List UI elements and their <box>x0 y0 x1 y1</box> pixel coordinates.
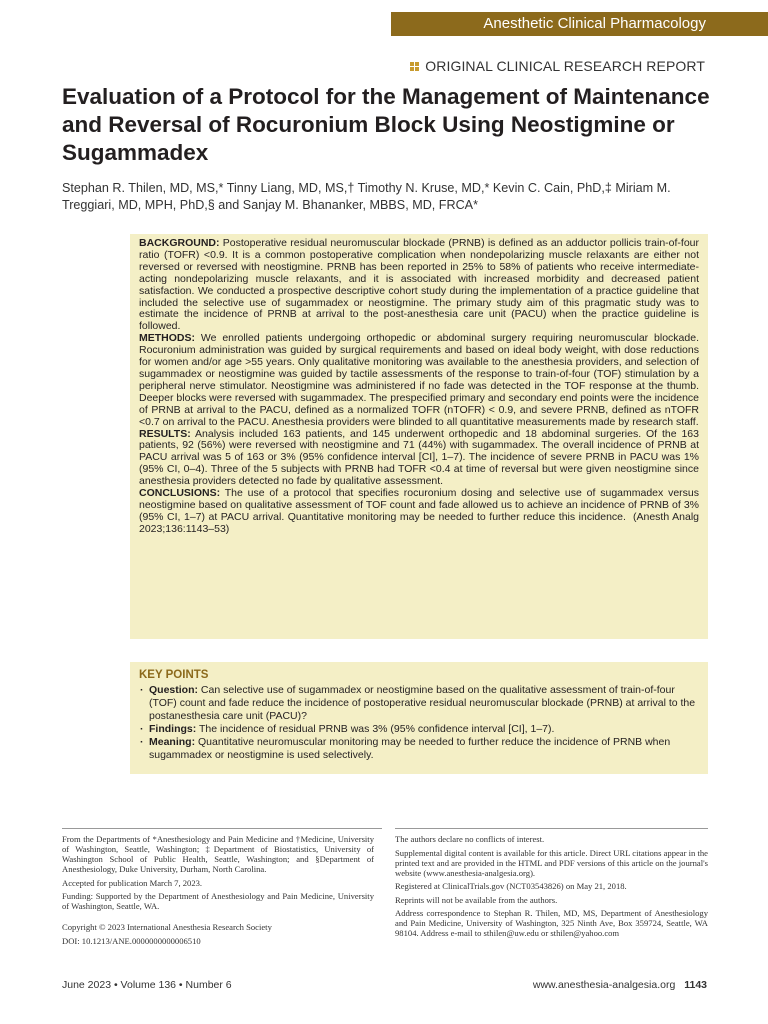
methods-label: METHODS: <box>139 332 195 345</box>
citation-text: (Anesth Analg 2023;136:1143–53) <box>139 510 699 535</box>
abstract-box <box>130 234 708 639</box>
background-label: BACKGROUND: <box>139 237 220 249</box>
conclusions-text: The use of a protocol that specifies rocuronium dosing and selective use of sugammadex versus neostigmine based on qualitative assessment of TOF count and fade allowed us to achieve an incidence of PRNB of 3% (95% CI, 1–7) at PACU arrival. Quantitative monitoring may be needed to further reduce this incidence. <box>139 487 700 523</box>
key-point-meaning <box>139 736 699 762</box>
funding-note: Funding: Supported by the Department of Anesthesiology and Pain Medicine, University of Washington, Seattle, WA. <box>62 891 374 911</box>
supplemental-note: Supplemental digital content is available for this article. Direct URL citations appear in the printed text and are provided in the HTML and PDF versions of this article on the journal's website (www.anesthesia-analgesia.org). <box>395 847 708 878</box>
page-number: 1143 <box>684 979 707 991</box>
registration-note: Registered at ClinicalTrials.gov (NCT03543826) on May 21, 2018. <box>395 881 627 891</box>
abstract-methods <box>139 333 699 428</box>
squares-icon <box>410 62 419 71</box>
report-type-text: ORIGINAL CLINICAL RESEARCH REPORT <box>425 58 705 74</box>
footer-right <box>533 979 707 991</box>
footnotes-left <box>62 834 374 949</box>
key-points-box <box>130 662 708 774</box>
key-point-text: Can selective use of sugammadex or neostigmine based on the qualitative assessment of train-of-four (TOF) count and fade reduce the incidence of postoperative residual neuromuscular blockade (PRNB) at arrival to the postanesthesia care unit (PACU)? <box>149 684 696 722</box>
doi-note: DOI: 10.1213/ANE.0000000000006510 <box>62 935 201 946</box>
affiliations-note: From the Departments of *Anesthesiology and Pain Medicine and †Medicine, University of Washington, Seattle, Washington; ‡Department of Biostatistics, University of Washington School of Public Health, Seattle, Washington; and §Department of Anesthesiology, Duke University, Durham, North Carolina. <box>62 834 374 874</box>
article-title: Evaluation of a Protocol for the Management of Maintenance and Reversal of Rocuronium Block Using Neostigmine or Sugammadex <box>62 84 710 165</box>
conclusions-label: CONCLUSIONS: <box>139 487 221 500</box>
reprints-note: Reprints will not be available from the authors. <box>395 894 558 905</box>
abstract-conclusions <box>139 488 699 536</box>
methods-text: We enrolled patients undergoing orthopedic or abdominal surgery requiring neuromuscular blockade. Rocuronium administration was guided by surgical requirements and based on ideal body weight, with dose reductions for women and/or age >55 years. Only qualitative monitoring was available to the anesthesia providers, and selection of sugammadex or neostigmine was guided by tactile assessments of the response to train-of-four (TOF) stimulation by a peripheral nerve stimulator. Neostigmine was administered if no fade was detected in the TOF response at the thumb. Deeper blocks were reversed with sugammadex. The prespecified primary and secondary end points were the incidence of PRNB at arrival to the PACU, defined as a normalized TOFR (nTOFR) < 0.9, and severe PRNB, defined as nTOFR <0.7 on arrival to the PACU. Anesthesia providers were blinded to all quantitative measurements made by research staff. <box>139 332 699 428</box>
copyright-note: Copyright © 2023 International Anesthesia Research Society <box>62 922 272 932</box>
key-point-label: Meaning: <box>149 736 196 748</box>
abstract-results <box>139 429 699 489</box>
journal-website-link[interactable]: www.anesthesia-analgesia.org <box>532 979 676 991</box>
key-point-label: Question: <box>149 684 198 696</box>
key-point-text: Quantitative neuromuscular monitoring may be needed to further reduce the incidence of PRNB when sugammadex or neostigmine is used selectively. <box>149 736 671 761</box>
background-text: Postoperative residual neuromuscular blockade (PRNB) is defined as an adductor pollicis train-of-four ratio (TOFR) <0.9. It is a common postoperative complication when nondepolarizing muscle relaxants are either not reversed or reversed with neostigmine. PRNB has been reported in 25% to 58% of patients who receive intermediate-acting nondepolarizing muscle relaxants, and it is associated with increased morbidity and decreased patient satisfaction. We conducted a prospective descriptive cohort study during the implementation of a practice guideline that included the selective use of sugammadex or neostigmine. The primary study aim of this pragmatic study was to estimate the incidence of PRNB at arrival to the post-anesthesia care unit (PACU) when the practice guideline is followed. <box>139 237 700 333</box>
report-type-label <box>410 58 705 74</box>
issue-info: June 2023 • Volume 136 • Number 6 <box>62 979 232 991</box>
key-point-findings <box>139 723 699 736</box>
footnote-divider-right <box>395 828 708 829</box>
correspondence-note: Address correspondence to Stephan R. Thilen, MD, MS, Department of Anesthesiology and Pain Medicine, University of Washington, 325 Ninth Ave, Box 359724, Seattle, WA 98104. Address e-mail to sthilen@uw.edu or sthilen@yahoo.com <box>395 908 708 938</box>
author-list: Stephan R. Thilen, MD, MS,* Tinny Liang, MD, MS,† Timothy N. Kruse, MD,* Kevin C. Cain, PhD,‡ Miriam M. Treggiari, MD, MPH, PhD,§ and Sanjay M. Bhananker, MBBS, MD, FRCA* <box>62 181 671 212</box>
accepted-note: Accepted for publication March 7, 2023. <box>62 877 203 888</box>
footnotes-right <box>395 834 708 942</box>
key-points-heading: KEY POINTS <box>139 669 209 681</box>
results-text: Analysis included 163 patients, and 145 underwent orthopedic and 18 abdominal surgeries. Of the 163 patients, 92 (56%) were reversed with neostigmine and 71 (44%) with sugammadex. The overall incidence of PRNB at PACU arrival was 5 of 163 or 3% (95% confidence interval [CI], 1–7). The incidence of severe PRNB in PACU was 1% (95% CI, 0–4). Three of the 5 subjects with PRNB had TOFR <0.4 at time of reversal but were given neostigmine since anesthesia providers detected no fade by qualitative assessment. <box>139 427 699 488</box>
key-point-question <box>139 684 699 723</box>
footnote-divider-left <box>62 828 382 829</box>
abstract-background <box>139 238 699 333</box>
section-banner: Anesthetic Clinical Pharmacology <box>391 12 768 36</box>
results-label: RESULTS: <box>139 427 191 440</box>
key-point-text: The incidence of residual PRNB was 3% (95% confidence interval [CI], 1–7). <box>198 723 555 735</box>
key-point-label: Findings: <box>149 723 197 735</box>
conflicts-note: The authors declare no conflicts of interest. <box>395 834 545 844</box>
